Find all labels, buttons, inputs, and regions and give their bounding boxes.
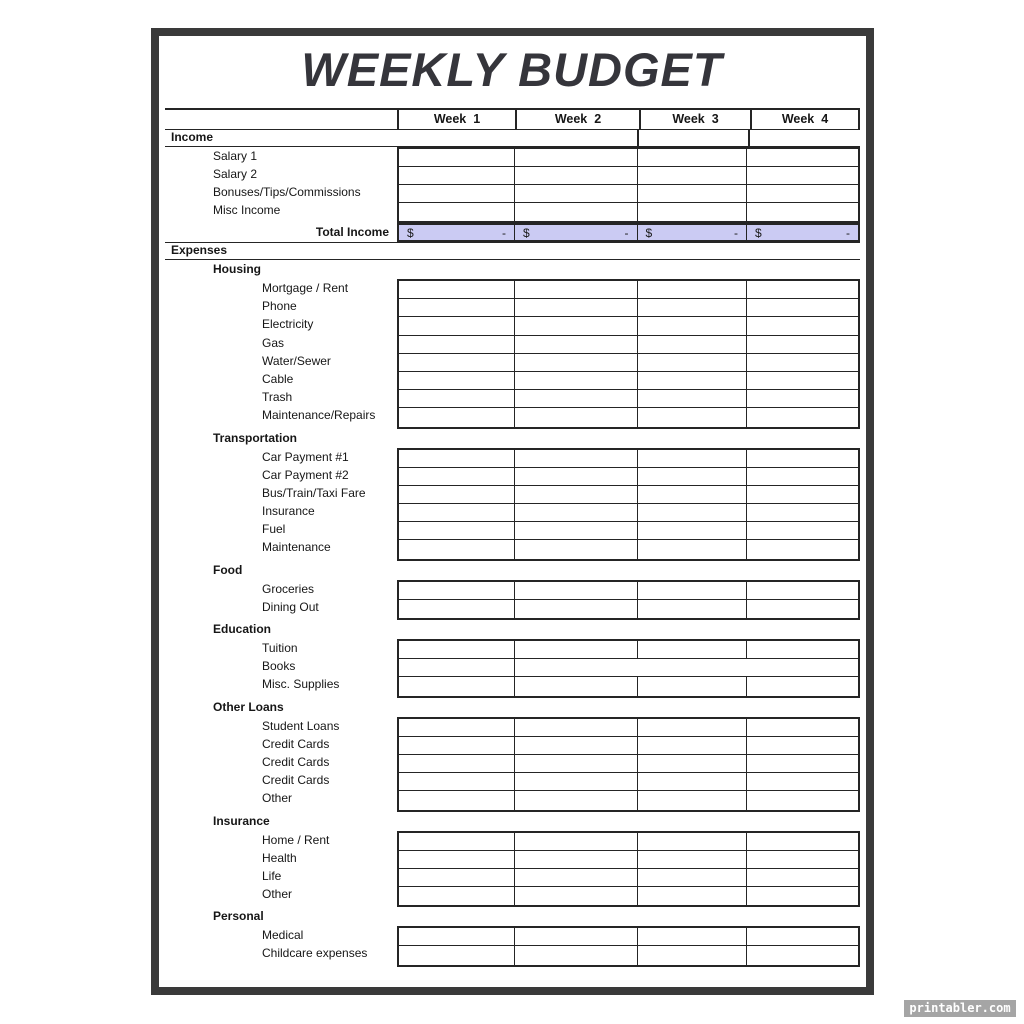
budget-cell[interactable]	[638, 851, 748, 869]
expense-section-grid	[397, 717, 860, 812]
budget-cell[interactable]	[515, 281, 638, 299]
budget-cell[interactable]	[747, 600, 858, 618]
budget-cell[interactable]	[399, 149, 515, 167]
budget-cell[interactable]	[399, 659, 515, 677]
expense-section-block	[165, 580, 860, 620]
budget-cell[interactable]	[399, 677, 515, 695]
expenses-band-label: Expenses	[171, 243, 228, 257]
budget-cell[interactable]	[747, 677, 858, 695]
budget-cell[interactable]	[399, 336, 515, 354]
budget-cell[interactable]	[747, 408, 858, 426]
expense-section-block	[165, 717, 860, 812]
week-header-cell: Week 1	[397, 110, 515, 129]
budget-cell[interactable]	[747, 281, 858, 299]
budget-cell[interactable]	[638, 946, 748, 964]
expense-section-block	[165, 639, 860, 698]
expense-item-label: Insurance	[262, 504, 315, 519]
budget-cell[interactable]	[638, 755, 748, 773]
budget-cell[interactable]	[399, 641, 515, 659]
income-item-label: Salary 1	[213, 149, 258, 163]
budget-cell[interactable]	[515, 185, 638, 203]
budget-cell[interactable]	[747, 486, 858, 504]
expense-section-label: Insurance	[213, 813, 270, 828]
total-income-cell[interactable]	[638, 225, 748, 240]
expense-item-label: Credit Cards	[262, 736, 330, 751]
expense-section-labels	[165, 926, 397, 966]
expense-item-label: Mortgage / Rent	[262, 281, 349, 295]
budget-cell[interactable]	[747, 641, 858, 659]
budget-cell[interactable]	[747, 582, 858, 600]
budget-cell[interactable]	[515, 851, 638, 869]
expense-item-label: Groceries	[262, 581, 315, 596]
expense-section-grid	[397, 448, 860, 561]
expense-section-label: Housing	[213, 262, 261, 276]
budget-cell[interactable]	[515, 504, 638, 522]
budget-cell[interactable]	[399, 408, 515, 426]
budget-cell[interactable]	[399, 522, 515, 540]
budget-cell[interactable]	[638, 869, 748, 887]
expense-item-label: Medical	[262, 928, 304, 943]
budget-cell[interactable]	[399, 281, 515, 299]
expense-section-block	[165, 831, 860, 908]
expense-section-grid	[397, 831, 860, 908]
expense-section-labels	[165, 580, 397, 620]
budget-cell[interactable]	[638, 281, 748, 299]
currency-symbol: $	[645, 225, 653, 240]
expense-item-label: Car Payment #1	[262, 449, 349, 464]
budget-cell[interactable]	[515, 641, 638, 659]
budget-cell[interactable]	[747, 719, 858, 737]
budget-cell[interactable]	[747, 390, 858, 408]
budget-table	[165, 108, 860, 967]
budget-cell[interactable]	[638, 486, 748, 504]
budget-cell[interactable]	[747, 504, 858, 522]
budget-cell[interactable]	[515, 372, 638, 390]
budget-cell[interactable]	[747, 540, 858, 558]
budget-cell[interactable]	[515, 203, 638, 221]
currency-symbol: $	[755, 225, 762, 240]
expense-item-label: Gas	[262, 335, 285, 350]
budget-cell[interactable]	[638, 833, 748, 851]
budget-cell[interactable]	[638, 299, 748, 317]
budget-cell[interactable]	[399, 468, 515, 486]
expense-item-label: Life	[262, 868, 282, 883]
budget-cell[interactable]	[638, 677, 748, 695]
budget-cell[interactable]	[515, 773, 638, 791]
expense-item-label: Credit Cards	[262, 773, 330, 788]
budget-cell[interactable]	[638, 719, 748, 737]
budget-cell[interactable]	[515, 468, 638, 486]
expense-item-label: Student Loans	[262, 718, 340, 733]
budget-cell[interactable]	[747, 372, 858, 390]
expense-item-label: Cable	[262, 371, 294, 386]
week-header-row	[165, 108, 860, 129]
budget-cell[interactable]	[515, 737, 638, 755]
budget-cell[interactable]	[515, 540, 638, 558]
budget-cell[interactable]	[515, 354, 638, 372]
budget-cell[interactable]	[638, 185, 748, 203]
budget-cell[interactable]	[399, 299, 515, 317]
header-spacer	[165, 110, 397, 129]
budget-cell[interactable]	[515, 522, 638, 540]
expense-section-block	[165, 926, 860, 966]
budget-cell[interactable]	[638, 167, 748, 185]
expenses-band	[165, 242, 860, 260]
budget-cell[interactable]	[399, 791, 515, 809]
week-header-cell: Week 4	[750, 110, 860, 129]
empty-value: -	[846, 225, 850, 240]
expense-section-label: Food	[213, 562, 243, 577]
expense-section-grid	[397, 639, 860, 698]
budget-cell[interactable]	[515, 887, 638, 905]
expense-item-label: Tuition	[262, 641, 298, 655]
total-income-label: Total Income	[315, 225, 389, 239]
expense-section-label: Other Loans	[213, 699, 284, 714]
budget-cell[interactable]	[638, 468, 748, 486]
budget-cell[interactable]	[747, 755, 858, 773]
budget-cell[interactable]	[399, 540, 515, 558]
budget-cell[interactable]	[638, 336, 748, 354]
income-item-label: Bonuses/Tips/Commissions	[213, 185, 361, 199]
expense-section-grid	[397, 279, 860, 429]
budget-cell[interactable]	[399, 486, 515, 504]
budget-cell[interactable]	[515, 869, 638, 887]
budget-cell[interactable]	[638, 641, 748, 659]
budget-cell[interactable]	[515, 336, 638, 354]
budget-cell[interactable]	[515, 928, 638, 946]
expense-section-labels	[165, 717, 397, 812]
week-header-cell: Week 3	[639, 110, 750, 129]
empty-value: -	[734, 225, 738, 240]
budget-cell[interactable]	[515, 600, 638, 618]
budget-cell[interactable]	[515, 317, 638, 335]
budget-cell[interactable]	[638, 887, 748, 905]
budget-cell[interactable]	[747, 317, 858, 335]
budget-cell[interactable]	[638, 928, 748, 946]
expense-section-labels	[165, 639, 397, 698]
income-item-label: Misc Income	[213, 203, 281, 217]
budget-cell[interactable]	[399, 719, 515, 737]
budget-cell[interactable]	[747, 185, 858, 203]
total-income-cells	[397, 223, 860, 242]
budget-cell[interactable]	[638, 149, 748, 167]
income-grid	[397, 147, 860, 223]
budget-cell[interactable]	[747, 468, 858, 486]
budget-cell[interactable]	[638, 791, 748, 809]
expense-section-label: Personal	[213, 909, 264, 924]
budget-cell[interactable]	[515, 719, 638, 737]
budget-cell[interactable]	[515, 408, 638, 426]
expense-item-label: Misc. Supplies	[262, 677, 340, 692]
income-block	[165, 147, 860, 223]
expense-section-labels	[165, 279, 397, 429]
budget-cell[interactable]	[638, 773, 748, 791]
expense-section-labels	[165, 831, 397, 908]
currency-symbol: $	[523, 225, 530, 240]
budget-cell[interactable]	[399, 372, 515, 390]
budget-cell[interactable]	[638, 582, 748, 600]
budget-cell-merged[interactable]	[515, 659, 858, 677]
budget-cell[interactable]	[747, 336, 858, 354]
budget-cell[interactable]	[747, 354, 858, 372]
budget-cell[interactable]	[515, 299, 638, 317]
budget-cell[interactable]	[515, 390, 638, 408]
budget-cell[interactable]	[747, 928, 858, 946]
total-income-row	[165, 223, 860, 242]
expense-section-labels	[165, 448, 397, 561]
expense-item-label: Health	[262, 850, 297, 865]
budget-cell[interactable]	[399, 354, 515, 372]
budget-cell[interactable]	[638, 450, 748, 468]
budget-cell[interactable]	[399, 203, 515, 221]
budget-cell[interactable]	[515, 167, 638, 185]
expense-item-label: Bus/Train/Taxi Fare	[262, 485, 366, 500]
budget-cell[interactable]	[399, 928, 515, 946]
expense-item-label: Dining Out	[262, 599, 319, 614]
expense-item-label: Phone	[262, 299, 297, 314]
income-band	[165, 129, 860, 147]
expense-item-label: Water/Sewer	[262, 353, 331, 368]
budget-cell[interactable]	[638, 600, 748, 618]
budget-cell[interactable]	[638, 317, 748, 335]
budget-cell[interactable]	[399, 582, 515, 600]
budget-cell[interactable]	[399, 773, 515, 791]
budget-cell[interactable]	[747, 869, 858, 887]
budget-cell[interactable]	[747, 887, 858, 905]
income-band-label: Income	[171, 130, 214, 144]
budget-cell[interactable]	[638, 504, 748, 522]
budget-cell[interactable]	[399, 737, 515, 755]
budget-cell[interactable]	[638, 203, 748, 221]
expense-sections	[165, 260, 860, 967]
income-labels	[165, 147, 397, 223]
budget-cell[interactable]	[638, 372, 748, 390]
expense-item-label: Childcare expenses	[262, 946, 368, 961]
expense-item-label: Other	[262, 791, 293, 806]
budget-cell[interactable]	[515, 946, 638, 964]
budget-cell[interactable]	[638, 540, 748, 558]
income-item-label: Salary 2	[213, 167, 258, 181]
budget-cell[interactable]	[399, 833, 515, 851]
expense-section-grid	[397, 926, 860, 966]
expense-item-label: Car Payment #2	[262, 467, 349, 482]
budget-cell[interactable]	[515, 677, 638, 695]
expense-item-label: Electricity	[262, 317, 314, 332]
total-income-cell[interactable]	[399, 225, 515, 240]
empty-value: -	[624, 225, 629, 240]
budget-cell[interactable]	[638, 737, 748, 755]
budget-cell[interactable]	[747, 833, 858, 851]
empty-value: -	[502, 225, 506, 240]
budget-cell[interactable]	[747, 203, 858, 221]
budget-cell[interactable]	[747, 522, 858, 540]
budget-cell[interactable]	[399, 185, 515, 203]
expense-item-label: Books	[262, 659, 296, 674]
expense-item-label: Credit Cards	[262, 754, 330, 769]
expense-section-grid	[397, 580, 860, 620]
budget-cell[interactable]	[747, 946, 858, 964]
budget-cell[interactable]	[747, 149, 858, 167]
currency-symbol: $	[407, 225, 414, 240]
budget-cell[interactable]	[399, 869, 515, 887]
budget-cell[interactable]	[638, 522, 748, 540]
budget-cell[interactable]	[747, 299, 858, 317]
budget-cell[interactable]	[638, 354, 748, 372]
budget-cell[interactable]	[399, 167, 515, 185]
budget-cell[interactable]	[747, 773, 858, 791]
expense-item-label: Home / Rent	[262, 832, 330, 847]
watermark-badge: printabler.com	[904, 1000, 1016, 1017]
budget-cell[interactable]	[399, 887, 515, 905]
budget-cell[interactable]	[399, 755, 515, 773]
budget-cell[interactable]	[399, 946, 515, 964]
budget-cell[interactable]	[747, 737, 858, 755]
budget-cell[interactable]	[515, 486, 638, 504]
expense-item-label: Fuel	[262, 522, 286, 537]
expense-item-label: Maintenance/Repairs	[262, 408, 376, 423]
budget-cell[interactable]	[515, 149, 638, 167]
total-income-cell[interactable]	[747, 225, 858, 240]
budget-cell[interactable]	[747, 450, 858, 468]
budget-cell[interactable]	[747, 851, 858, 869]
budget-cell[interactable]	[515, 450, 638, 468]
budget-cell[interactable]	[747, 167, 858, 185]
expense-section-block	[165, 279, 860, 429]
budget-cell[interactable]	[638, 408, 748, 426]
expense-section-block	[165, 448, 860, 561]
budget-cell[interactable]	[515, 582, 638, 600]
expense-section-label: Education	[213, 622, 272, 636]
budget-cell[interactable]	[515, 833, 638, 851]
budget-cell[interactable]	[399, 317, 515, 335]
expense-item-label: Other	[262, 887, 293, 902]
budget-cell[interactable]	[399, 600, 515, 618]
budget-cell[interactable]	[515, 755, 638, 773]
week-header-cell: Week 2	[515, 110, 639, 129]
total-income-cell[interactable]	[515, 225, 638, 240]
budget-cell[interactable]	[399, 504, 515, 522]
budget-cell[interactable]	[747, 791, 858, 809]
expense-section-label: Transportation	[213, 430, 298, 445]
budget-cell[interactable]	[399, 450, 515, 468]
expense-item-label: Trash	[262, 390, 293, 405]
budget-cell[interactable]	[399, 851, 515, 869]
page-title: WEEKLY BUDGET	[301, 43, 723, 96]
expense-item-label: Maintenance	[262, 540, 331, 555]
budget-cell[interactable]	[638, 390, 748, 408]
budget-cell[interactable]	[515, 791, 638, 809]
budget-cell[interactable]	[399, 390, 515, 408]
